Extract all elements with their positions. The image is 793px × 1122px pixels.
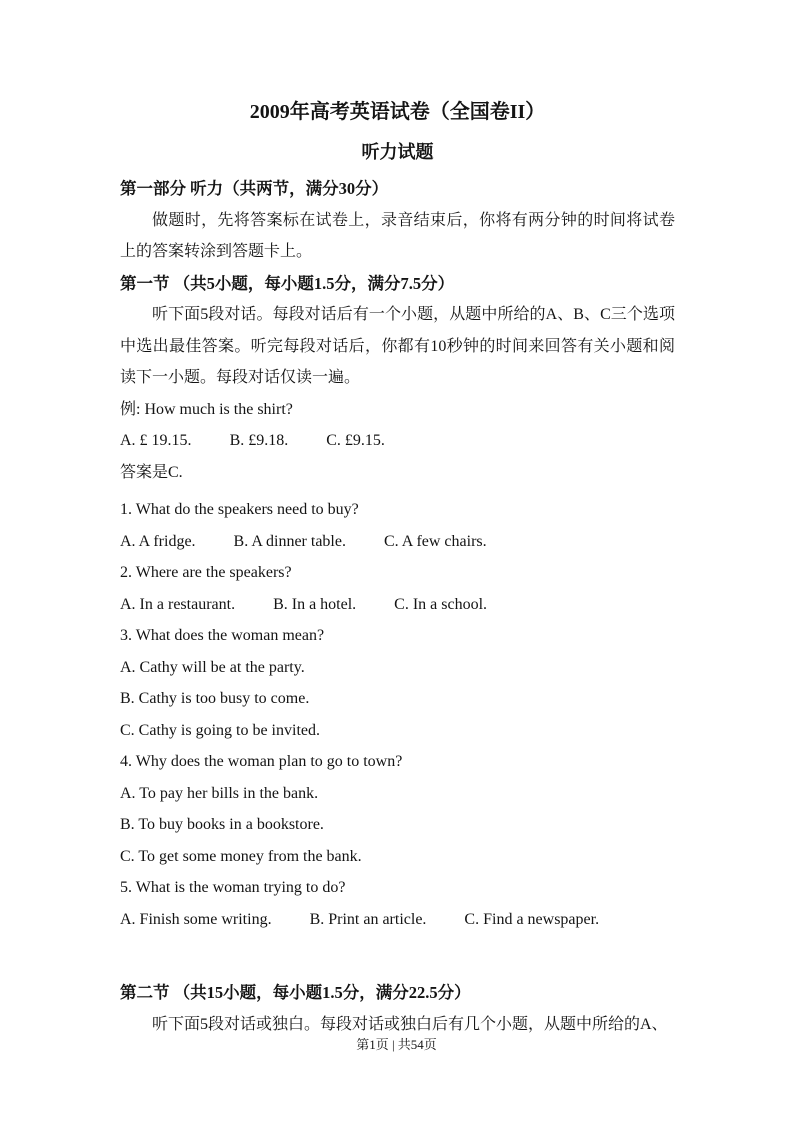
question-2-options-row [120,589,675,621]
question-3-prompt: 3. What does the woman mean? [120,627,325,644]
section2-instructions: 听下面5段对话或独白。每段对话或独白后有几个小题，从题中所给的A、 [152,1015,668,1033]
example-option-c: C. £9.15. [326,432,385,449]
question-1-options-row [120,526,675,558]
question-1-option-c: C. A few chairs. [383,532,487,550]
part1-instructions: 做题时，先将答案标在试卷上，录音结束后，你将有两分钟的时间将试卷上的答案转涂到答题卡上。 [120,211,675,260]
example-answer: 答案是C. [120,463,183,481]
document-subtitle: 听力试题 [361,142,434,162]
question-2-prompt: 2. Where are the speakers? [120,564,292,581]
question-2-option-c: C. In a school. [394,595,488,613]
example-option-b: B. £9.18. [229,432,289,449]
question-5-options-row [120,904,675,936]
question-5-option-c: C. Find a newspaper. [464,910,600,928]
question-4-prompt: 4. Why does the woman plan to go to town? [120,753,403,770]
question-3-option-c: C. Cathy is going to be invited. [120,721,320,739]
question-4-option-c: C. To get some money from the bank. [120,847,362,865]
question-5-option-b: B. Print an article. [309,910,427,928]
question-4-option-a: A. To pay her bills in the bank. [120,784,319,802]
example-prompt: 例: How much is the shirt? [120,400,293,418]
section2-heading: 第二节 （共15小题，每小题1.5分，满分22.5分） [120,983,471,1002]
question-1-option-a: A. A fridge. [120,532,196,550]
section1-heading: 第一节 （共5小题，每小题1.5分，满分7.5分） [120,273,455,293]
question-2-option-b: B. In a hotel. [273,595,357,613]
document-title: 2009年高考英语试卷（全国卷II） [249,101,546,123]
question-1-option-b: B. A dinner table. [233,532,346,550]
question-4-option-b: B. To buy books in a bookstore. [120,816,324,833]
question-5-option-a: A. Finish some writing. [120,910,272,928]
question-1-prompt: 1. What do the speakers need to buy? [120,501,359,518]
example-option-a: A. £ 19.15. [120,432,192,449]
question-5-prompt: 5. What is the woman trying to do? [120,879,346,896]
page-number-footer: 第1页 | 共54页 [356,1037,437,1052]
part1-heading: 第一部分 听力（共两节，满分30分） [120,179,389,198]
example-options-row [120,425,675,457]
section1-instructions: 听下面5段对话。每段对话后有一个小题，从题中所给的A、B、C三个选项中选出最佳答案。听完每段对话后，你都有10秒钟的时间来回答有关小题和阅读下一小题。每段对话仅读一遍。 [120,306,675,386]
question-3-option-a: A. Cathy will be at the party. [120,658,305,676]
question-3-option-b: B. Cathy is too busy to come. [120,690,310,707]
question-2-option-a: A. In a restaurant. [120,595,236,613]
